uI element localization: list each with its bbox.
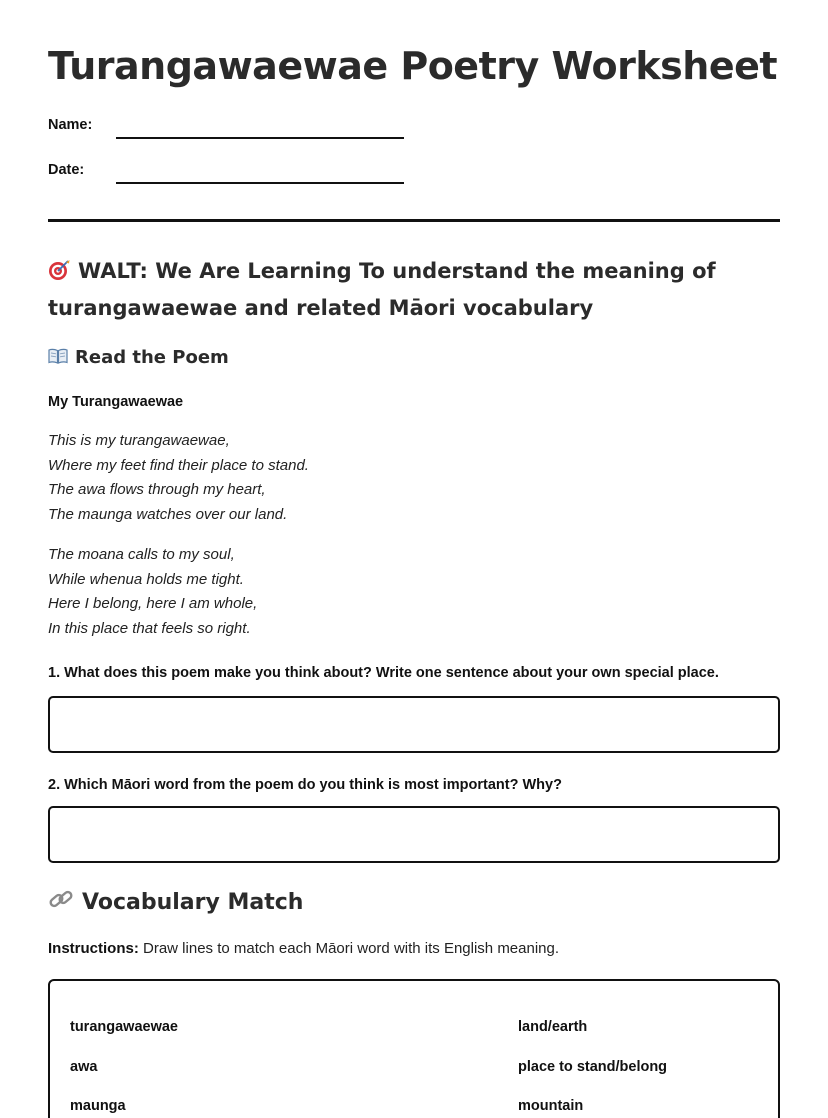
read-poem-heading (48, 347, 229, 368)
maori-word[interactable]: awa (70, 1059, 98, 1075)
poem-stanza-2 (48, 543, 257, 641)
date-label: Date: (48, 162, 85, 178)
match-row (70, 1059, 760, 1081)
target-icon (48, 259, 70, 281)
maori-word[interactable]: turangawaewae (70, 1019, 178, 1035)
answer-box-1[interactable] (48, 696, 780, 753)
maori-word[interactable]: maunga (70, 1098, 126, 1114)
date-field-row (48, 162, 408, 192)
walt-text: WALT: We Are Learning To understand the meaning of turangawaewae and related Māori vocabulary (48, 259, 716, 320)
vocabulary-match-label: Vocabulary Match (82, 890, 304, 915)
poem-line: Where my feet find their place to stand. (48, 456, 309, 474)
answer-box-2[interactable] (48, 806, 780, 863)
date-field[interactable] (116, 182, 404, 184)
link-icon (48, 888, 74, 912)
english-meaning[interactable]: place to stand/belong (518, 1059, 668, 1075)
instructions-text: Draw lines to match each Māori word with its English meaning. (138, 940, 560, 957)
match-row (70, 1098, 760, 1118)
walt-heading (48, 253, 728, 327)
poem-title: My Turangawaewae (48, 394, 184, 410)
match-row (70, 1019, 760, 1041)
english-meaning[interactable]: mountain (518, 1098, 584, 1114)
poem-line: The awa flows through my heart, (48, 481, 266, 498)
poem-stanza-1 (48, 429, 309, 527)
read-poem-label: Read the Poem (75, 347, 229, 368)
instructions (48, 940, 559, 957)
page-title: Turangawaewae Poetry Worksheet (48, 44, 778, 88)
poem-line: The maunga watches over our land. (48, 505, 288, 523)
vocabulary-match-box (48, 979, 780, 1118)
poem-line: While whenua holds me tight. (48, 570, 244, 588)
poem-line: The moana calls to my soul, (48, 546, 235, 563)
name-field[interactable] (116, 137, 404, 139)
poem-line: This is my turangawaewae, (48, 432, 230, 449)
vocabulary-match-heading (48, 888, 303, 915)
question-1: 1. What does this poem make you think about? Write one sentence about your own special place. (48, 665, 719, 681)
poem-line: Here I belong, here I am whole, (48, 595, 258, 612)
header-divider (48, 219, 780, 222)
name-field-row (48, 117, 408, 147)
instructions-label: Instructions: (48, 940, 139, 957)
question-2: 2. Which Māori word from the poem do you think is most important? Why? (48, 777, 562, 793)
book-icon (48, 348, 68, 364)
name-label: Name: (48, 117, 93, 133)
poem-line: In this place that feels so right. (48, 619, 251, 637)
english-meaning[interactable]: land/earth (518, 1019, 588, 1035)
